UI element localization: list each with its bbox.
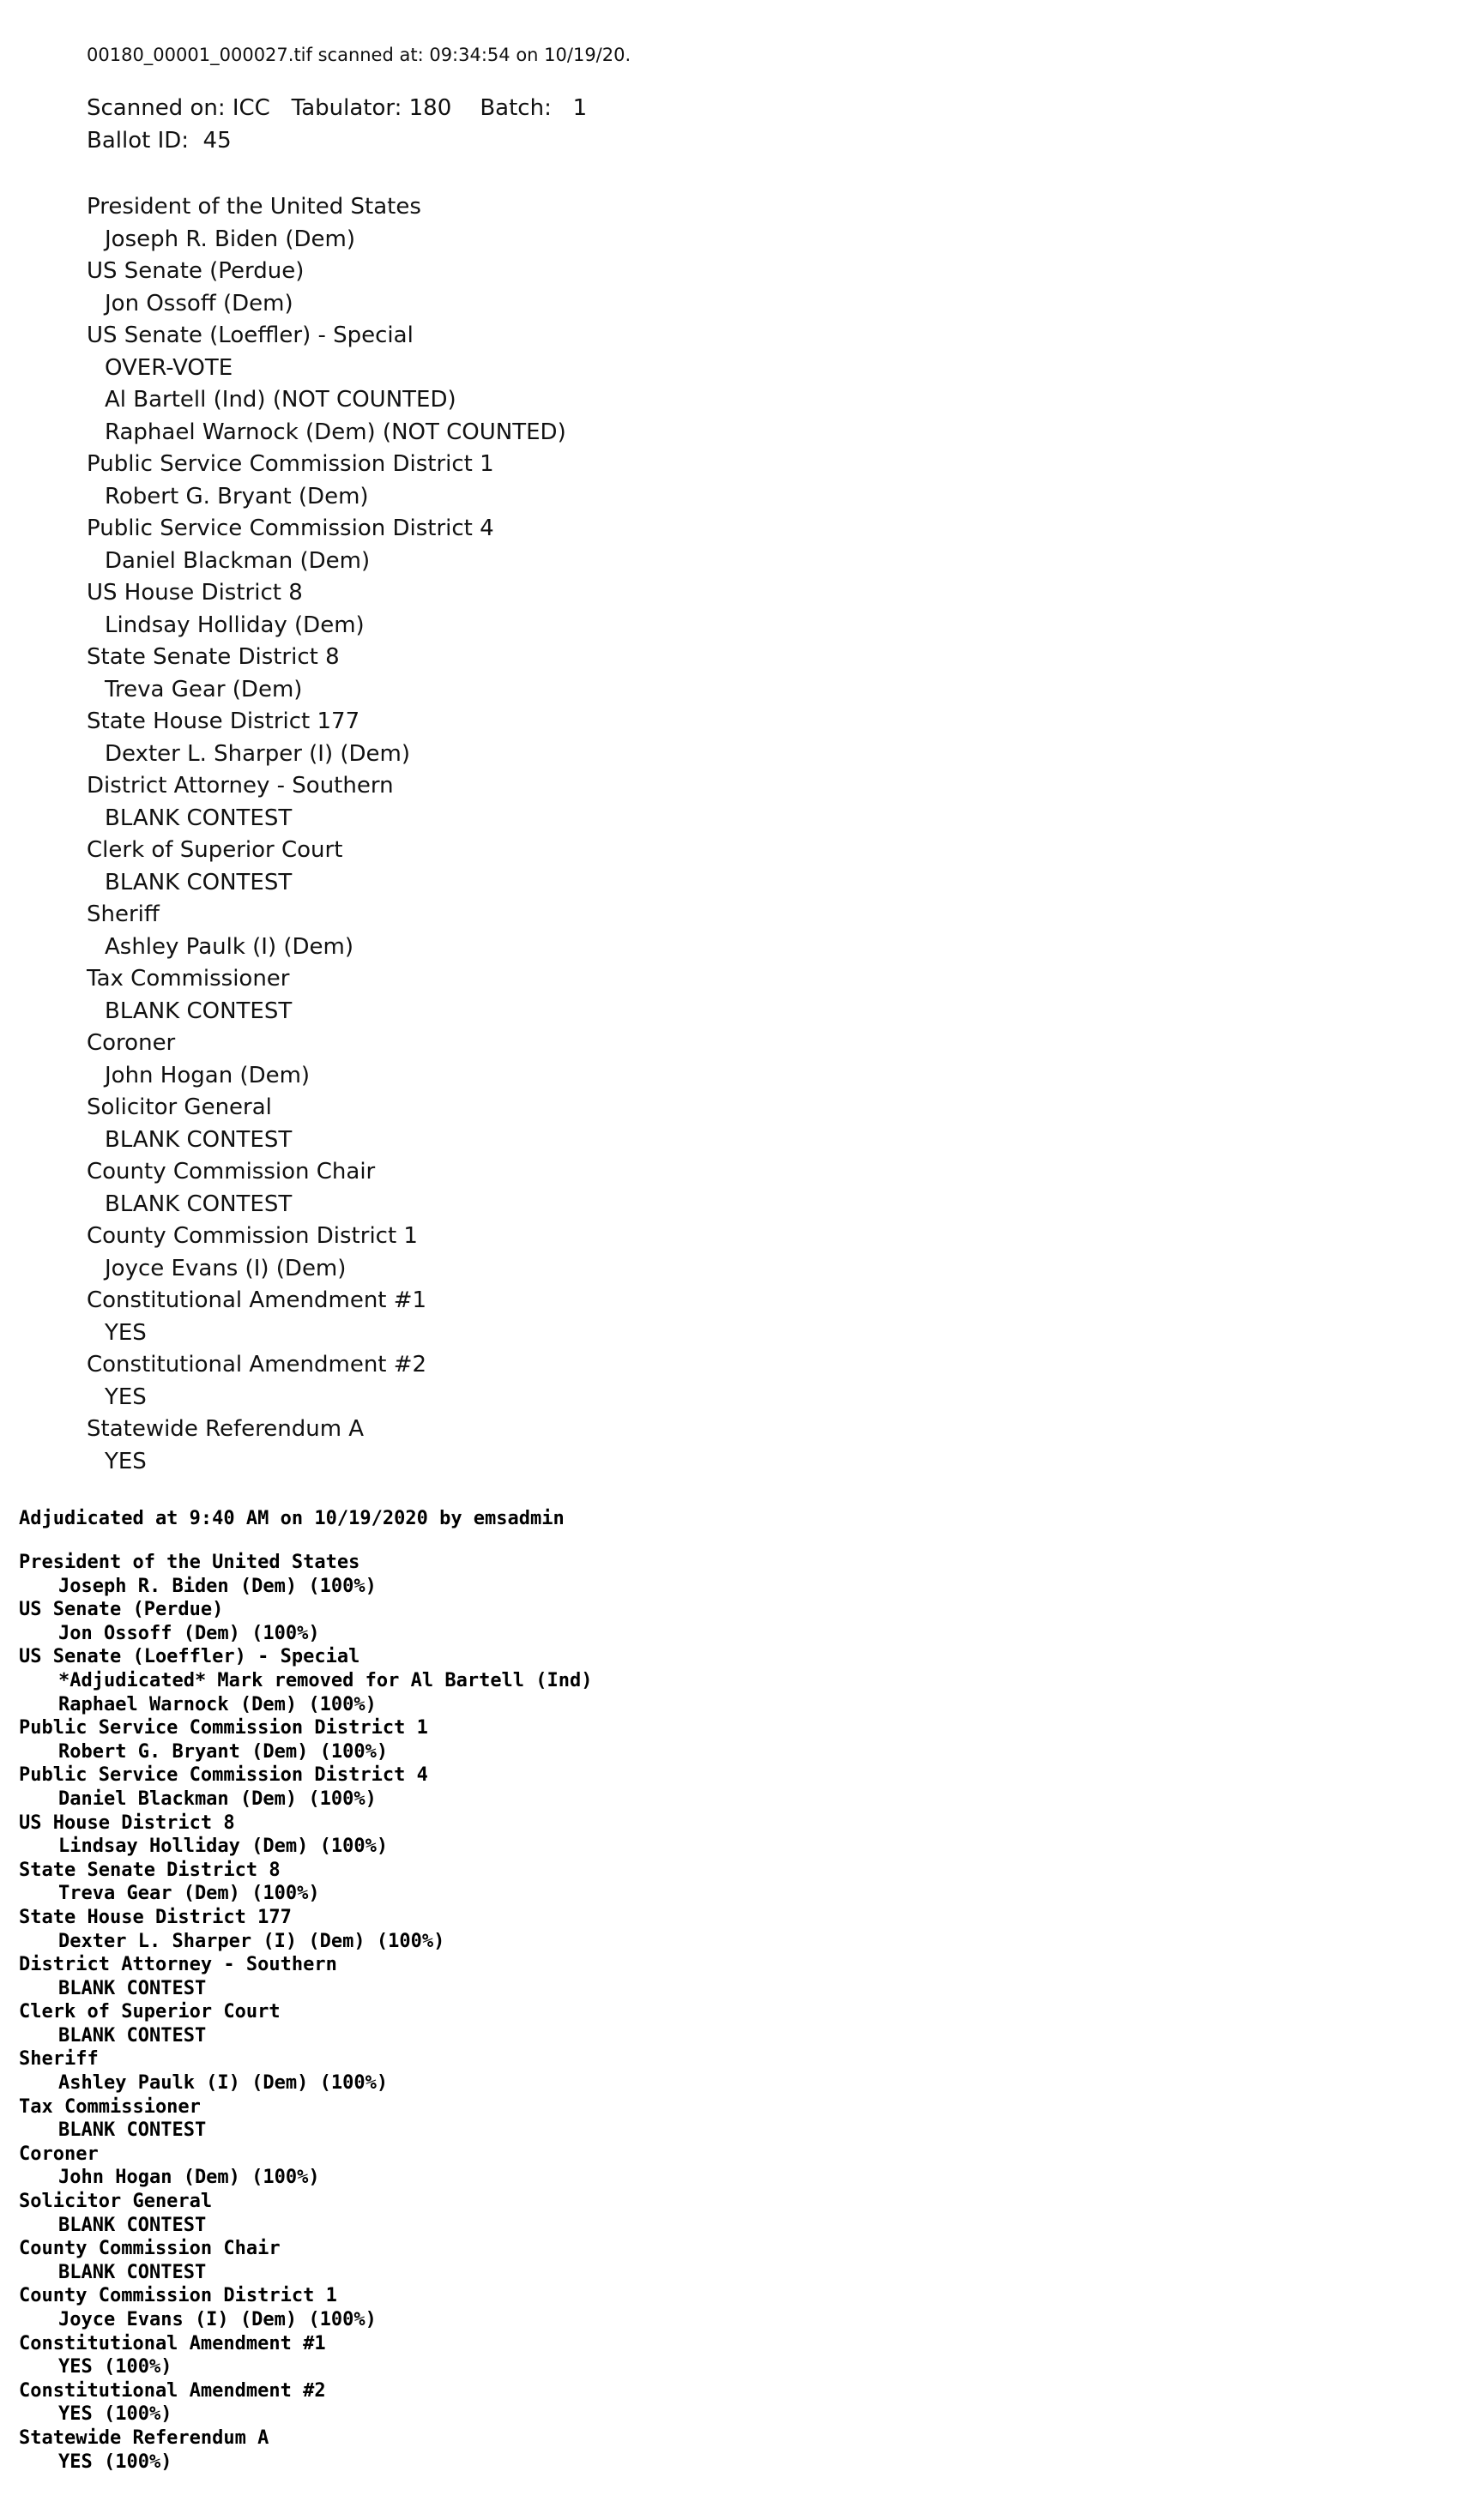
contest-choice: BLANK CONTEST [105, 1191, 293, 1217]
contest-title: Sheriff [87, 901, 160, 927]
contest-title: State Senate District 8 [87, 644, 340, 670]
adjudicated-contest-title: US House District 8 [19, 1812, 235, 1834]
adjudicated-contest-choice: YES (100%) [58, 2356, 172, 2378]
ballot-id-line: Ballot ID: 45 [87, 127, 232, 154]
contest-title: Clerk of Superior Court [87, 837, 343, 863]
contest-title: President of the United States [87, 194, 421, 220]
adjudicated-contest-title: US Senate (Loeffler) - Special [19, 1646, 360, 1668]
adjudicated-contest-choice: Treva Gear (Dem) (100%) [58, 1883, 320, 1905]
contest-title: Constitutional Amendment #1 [87, 1287, 427, 1313]
contest-choice: Jon Ossoff (Dem) [105, 290, 293, 317]
adjudicated-contest-title: State Senate District 8 [19, 1859, 281, 1881]
contest-choice: Dexter L. Sharper (I) (Dem) [105, 740, 411, 767]
adjudicated-contest-title: Public Service Commission District 1 [19, 1717, 428, 1739]
adjudicated-contest-title: County Commission Chair [19, 2238, 281, 2260]
contest-choice: Ashley Paulk (I) (Dem) [105, 933, 353, 960]
adjudicated-contest-title: US Senate (Perdue) [19, 1599, 224, 1621]
adjudicated-contest-choice: BLANK CONTEST [58, 2214, 207, 2236]
contest-title: Coroner [87, 1030, 176, 1056]
adjudicated-contest-choice: BLANK CONTEST [58, 2119, 207, 2142]
adjudicated-contest-title: Constitutional Amendment #2 [19, 2379, 326, 2402]
contest-choice: YES [105, 1319, 147, 1346]
contest-choice: BLANK CONTEST [105, 805, 293, 831]
adjudicated-contest-title: Tax Commissioner [19, 2095, 201, 2118]
contest-choice: Joseph R. Biden (Dem) [105, 226, 355, 252]
adjudication-record [19, 1506, 1392, 2474]
contest-choice: BLANK CONTEST [105, 869, 293, 895]
adjudicated-contest-choice: *Adjudicated* Mark removed for Al Bartell (Ind) [58, 1669, 593, 1691]
contest-choice: YES [105, 1448, 147, 1474]
adjudicated-contest-title: Statewide Referendum A [19, 2427, 269, 2449]
contest-title: US Senate (Perdue) [87, 258, 305, 284]
contest-choice: Robert G. Bryant (Dem) [105, 483, 369, 509]
adjudicated-contest-title: County Commission District 1 [19, 2285, 337, 2307]
contest-choice: OVER-VOTE [105, 354, 233, 381]
contest-choice: Al Bartell (Ind) (NOT COUNTED) [105, 387, 456, 413]
contest-title: Public Service Commission District 1 [87, 451, 494, 477]
adjudication-header: Adjudicated at 9:40 AM on 10/19/2020 by emsadmin [19, 1508, 565, 1529]
adjudicated-contest-title: Solicitor General [19, 2191, 213, 2213]
adjudicated-contest-title: Constitutional Amendment #1 [19, 2332, 326, 2354]
adjudicated-contest-choice: Daniel Blackman (Dem) (100%) [58, 1788, 377, 1810]
adjudicated-contest-choice: YES (100%) [58, 2403, 172, 2426]
contest-choice: BLANK CONTEST [105, 1126, 293, 1153]
adjudicated-contest-choice: BLANK CONTEST [58, 2024, 207, 2047]
adjudicated-contest-choice: Lindsay Holliday (Dem) (100%) [58, 1836, 389, 1858]
contest-title: Constitutional Amendment #2 [87, 1352, 427, 1378]
adjudicated-contest-choice: Joyce Evans (I) (Dem) (100%) [58, 2309, 377, 2330]
scan-header: 00180_00001_000027.tif scanned at: 09:34:54 on 10/19/20. [87, 45, 631, 65]
contest-title: State House District 177 [87, 708, 360, 734]
scan-record [87, 38, 1374, 1478]
adjudicated-contest-choice: Robert G. Bryant (Dem) (100%) [58, 1740, 389, 1763]
adjudicated-contest-choice: YES (100%) [58, 2451, 172, 2473]
contest-choice: YES [105, 1384, 147, 1410]
contest-title: Solicitor General [87, 1094, 272, 1120]
contest-title: US Senate (Loeffler) - Special [87, 323, 414, 348]
contest-title: County Commission Chair [87, 1159, 376, 1185]
contest-choice: BLANK CONTEST [105, 998, 293, 1024]
contest-choice: John Hogan (Dem) [105, 1062, 311, 1088]
adjudicated-contest-title: State House District 177 [19, 1906, 292, 1928]
contest-title: Statewide Referendum A [87, 1416, 365, 1442]
adjudicated-contest-choice: Ashley Paulk (I) (Dem) (100%) [58, 2072, 389, 2095]
contest-title: County Commission District 1 [87, 1223, 418, 1249]
adjudicated-contest-choice: Raphael Warnock (Dem) (100%) [58, 1693, 377, 1715]
adjudicated-contest-title: President of the United States [19, 1552, 360, 1573]
contest-title: US House District 8 [87, 580, 303, 606]
adjudication-contest-list [19, 1551, 1392, 2474]
adjudicated-contest-title: District Attorney - Southern [19, 1954, 337, 1976]
adjudicated-contest-title: Coroner [19, 2143, 99, 2165]
adjudicated-contest-choice: Dexter L. Sharper (I) (Dem) (100%) [58, 1930, 445, 1952]
contest-title: Public Service Commission District 4 [87, 515, 494, 541]
contest-choice: Lindsay Holliday (Dem) [105, 612, 365, 638]
contest-choice: Joyce Evans (I) (Dem) [105, 1255, 347, 1281]
contest-title: Tax Commissioner [87, 966, 290, 992]
adjudicated-contest-choice: BLANK CONTEST [58, 1977, 207, 1999]
contest-choice: Raphael Warnock (Dem) (NOT COUNTED) [105, 419, 566, 445]
adjudicated-contest-choice: Jon Ossoff (Dem) (100%) [58, 1622, 320, 1644]
adjudicated-contest-choice: Joseph R. Biden (Dem) (100%) [58, 1575, 377, 1597]
adjudicated-contest-title: Sheriff [19, 2048, 99, 2071]
adjudicated-contest-title: Clerk of Superior Court [19, 2001, 281, 2023]
scan-contest-list [87, 191, 1374, 1478]
adjudicated-contest-choice: BLANK CONTEST [58, 2261, 207, 2283]
contest-choice: Treva Gear (Dem) [105, 676, 303, 702]
contest-choice: Daniel Blackman (Dem) [105, 547, 371, 574]
scan-meta [87, 93, 1374, 157]
contest-title: District Attorney - Southern [87, 773, 394, 799]
scanned-on-line: Scanned on: ICC Tabulator: 180 Batch: 1 [87, 95, 588, 121]
adjudicated-contest-title: Public Service Commission District 4 [19, 1764, 428, 1787]
adjudicated-contest-choice: John Hogan (Dem) (100%) [58, 2167, 320, 2189]
